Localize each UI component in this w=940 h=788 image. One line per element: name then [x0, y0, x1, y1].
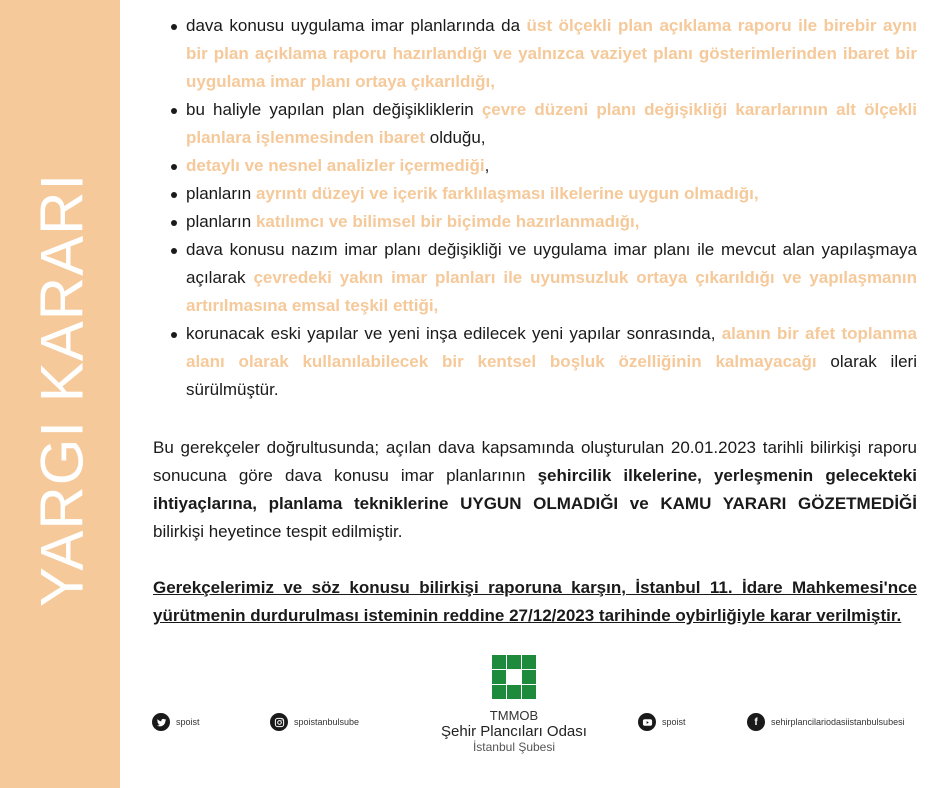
- sidebar-title: YARGI KARARI: [28, 172, 96, 608]
- reason-item: [153, 12, 917, 96]
- paragraph-conclusion-bold: şehircilik ilkelerine, yerleşmenin gelecekteki ihtiyaçlarına, planlama tekniklerine UYGUN OLMADIĞI ve KAMU YARARI GÖZETMEDİĞİ: [153, 466, 917, 513]
- reason-text: dava konusu nazım imar planı değişikliği ve uygulama imar planı ile mevcut alan yapılaşmaya açılarak: [186, 240, 917, 287]
- reason-highlight: katılımcı ve bilimsel bir biçimde hazırlanmadığı,: [255, 212, 640, 231]
- reason-text: dava konusu uygulama imar planlarında da: [186, 16, 527, 35]
- tmmob-logo-mark: [492, 655, 536, 699]
- reason-text: korunacak eski yapılar ve yeni inşa edilecek yeni yapılar sonrasında,: [186, 324, 722, 343]
- reason-highlight: alanın bir afet toplanma alanı olarak kullanılabilecek bir kentsel boşluk özelliğinin kalmayacağı: [186, 324, 918, 371]
- twitter-icon: [152, 713, 170, 731]
- reason-highlight: üst ölçekli plan açıklama raporu ile birebir aynı bir plan açıklama raporu hazırlandığı ve yalnızca vaziyet planı gösterimlerinden ibaret bir uygulama imar planı ortaya çıkarıldığı,: [186, 16, 917, 91]
- paragraph-conclusion-text-a: Bu gerekçeler doğrultusunda; açılan dava kapsamında oluşturulan 20.01.2023 tarihli bilirkişi raporu sonucuna göre dava konusu imar planlarının: [153, 438, 917, 485]
- instagram-icon: [270, 713, 288, 731]
- twitter-handle: spoist: [176, 717, 200, 727]
- main-content: [153, 12, 917, 630]
- tmmob-logo: [434, 655, 594, 754]
- instagram-handle: spoistanbulsube: [294, 717, 360, 727]
- reason-highlight: çevredeki yakın imar planları ile uyumsuzluk ortaya çıkarıldığı ve yapılaşmanın artırılmasına emsal teşkil ettiği,: [186, 268, 918, 315]
- reason-highlight: ayrıntı düzeyi ve içerik farklılaşması ilkelerine uygun olmadığı,: [255, 184, 759, 203]
- social-instagram[interactable]: [270, 713, 359, 731]
- social-facebook[interactable]: [747, 713, 905, 731]
- social-youtube[interactable]: [638, 713, 686, 731]
- reasons-list: [153, 12, 917, 404]
- logo-branch: İstanbul Şubesi: [472, 740, 556, 754]
- reason-item: [153, 152, 917, 180]
- reason-item: [153, 236, 917, 320]
- reason-text: olduğu,: [425, 128, 486, 147]
- paragraph-decision: Gerekçelerimiz ve söz konusu bilirkişi raporuna karşın, İstanbul 11. İdare Mahkemesi'nce yürütmenin durdurulması isteminin reddine 27/12/2023 tarihinde oybirliğiyle karar verilmiştir.: [153, 578, 917, 625]
- reason-text: bu haliyle yapılan plan değişikliklerin: [186, 100, 482, 119]
- footer: [150, 655, 920, 765]
- reason-text: planların: [186, 212, 256, 231]
- reason-text: olarak ileri sürülmüştür.: [186, 352, 917, 399]
- paragraph-conclusion-text-b: bilirkişi heyetince tespit edilmiştir.: [153, 522, 403, 541]
- youtube-icon: [638, 713, 656, 731]
- facebook-handle: sehirplancilariodasiistanbulsubesi: [771, 717, 905, 727]
- social-twitter[interactable]: [152, 713, 200, 731]
- reason-item: [153, 320, 917, 404]
- reason-highlight: çevre düzeni planı değişikliği kararlarının alt ölçekli planlara işlenmesinden ibaret: [186, 100, 918, 147]
- reason-text: planların: [186, 184, 256, 203]
- youtube-handle: spoist: [662, 717, 686, 727]
- reason-item: [153, 180, 917, 208]
- reason-item: [153, 208, 917, 236]
- logo-org: TMMOB: [489, 708, 539, 723]
- paragraph-conclusion: [153, 434, 917, 546]
- reason-highlight: detaylı ve nesnel analizler içermediği: [186, 156, 485, 175]
- facebook-icon: f: [747, 713, 765, 731]
- logo-chamber: Şehir Plancıları Odası: [441, 723, 587, 740]
- reason-item: [153, 96, 917, 152]
- reason-text: ,: [484, 156, 490, 175]
- sidebar: [0, 0, 120, 788]
